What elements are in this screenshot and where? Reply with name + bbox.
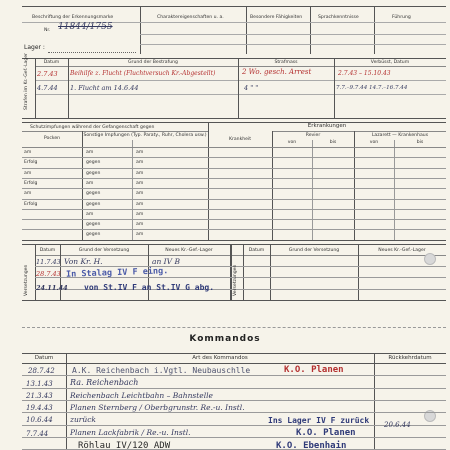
rule [35,58,36,118]
impf-right-label: am [136,211,144,217]
strafe-2-strafmass: 4 " " [244,84,259,92]
vers-1-lager: an IV B [152,257,180,266]
impf-right-label: am [136,170,144,176]
impf-row-rule [22,168,446,169]
rule [374,6,375,54]
rule [68,58,69,118]
lager-label: Lager : [24,44,45,51]
strafen-col-strafmass: Strafmass [274,60,298,65]
kom-5-art: zurück [70,415,96,424]
impf-mid-label: am [86,150,94,155]
impf-mid-label: am [86,180,94,186]
kom-col-datum: Datum [34,355,54,361]
vers-col-grund: Grund der Versetzung [78,248,130,253]
rule [22,131,208,132]
strafe-1-datum: 2.7.43 [37,70,58,78]
kennzeichnung-no: Nr. [44,28,51,33]
vers-col-datum: Datum [39,248,56,253]
impf-row-rule [22,178,446,179]
kom-7-stamp: K.O. Ebenhain [276,441,347,450]
rule [22,58,446,59]
rule [35,66,446,67]
kom-row-rule [22,425,446,426]
rule [22,363,446,364]
impf-right-label: am [136,201,144,207]
vers-3-stamp: von St.IV F an St.IV G abg. [84,283,215,292]
impf-row-rule [22,188,446,189]
rule [35,80,446,81]
rule [140,34,446,35]
kom-5-stamp: Ins Lager IV F zurück [268,416,370,425]
kom-6-datum: 7.7.44 [26,430,49,438]
impf-right-label: am [136,191,144,197]
versetzungen-side-label-2: Versetzungen [233,264,238,296]
kom-5-datum: 10.6.44 [26,416,53,424]
rule [374,353,375,450]
kom-4-art: Planen Sternberg / Oberbgrunstr. Re.-u. Instl. [70,403,245,412]
rule [238,58,239,118]
rule [394,140,395,240]
revier-label: Revier [305,133,321,138]
kom-row-rule [22,375,446,376]
strafe-1-verbuesst: 2.7.43 – 15.10.43 [338,70,391,77]
kom-1-stamp: K.O. Planen [284,365,344,375]
lazarett-von-label: von [369,140,379,145]
strafen-col-datum: Datum [43,60,60,65]
rule [22,300,446,301]
kom-row-rule [22,412,446,413]
rule [22,6,446,7]
rule [22,244,446,245]
charakter-label: Charaktereigenschaften u. a. [157,15,224,20]
vers-2-datum: 28.7.43 [36,270,61,278]
rule [272,131,446,132]
strafen-col-grund: Grund der Bestrafung [128,60,178,65]
kom-row-rule [22,400,446,401]
sprachkenntnisse-label: Sprachkenntnisse [318,15,359,20]
impf-row-rule [22,219,446,220]
kom-3-art: Reichenbach Leichtbahn – Bahnstelle [70,391,213,400]
kennzeichnung-label: Beschriftung der Erkennungsmarke [32,15,114,20]
rule [312,140,313,240]
fuehrung-label: Führung [392,15,411,20]
rule [22,147,446,148]
rule [22,240,446,241]
rule [140,44,446,45]
rule [132,140,133,240]
strafe-1-grund: Beihilfe z. Flucht (Fluchtversuch Kr.-Abgestellt) [70,70,216,77]
revier-bis-label: bis [329,140,337,145]
impf-right-label: am [136,160,144,166]
kom-2-datum: 13.1.43 [26,380,53,388]
vers-1-datum: 11.7.43 [36,258,61,266]
impf-mid-label: gegen [86,222,101,228]
vers-row-rule [35,266,446,267]
rule [230,244,232,300]
impf-mid-label: am [86,211,94,217]
rule [35,94,446,95]
impf-left-label: am [24,170,32,176]
impf-right-label: am [136,180,144,186]
kom-3-datum: 21.3.43 [26,392,53,400]
impf-left-label: Erfolg [24,180,38,186]
impf-mid-label: gegen [86,201,101,207]
punch-hole [424,253,436,265]
vers-3-datum: 24.11.44 [36,284,68,292]
kom-6-rueck: 20.6.44 [384,421,411,429]
impf-mid-label: gegen [86,170,101,176]
kom-1-datum: 28.7.42 [28,367,55,375]
rule [35,255,446,256]
strafen-col-verbuesst: Verbüsst, Datum [370,60,410,65]
impf-row-rule [22,157,446,158]
impf-mid-label: gegen [86,160,101,166]
vers-col-lager-2: Neues Kr.-Gef.-Lager [378,248,426,253]
strafe-1-strafmass: 2 Wo. gesch. Arrest [242,68,312,76]
rule [22,122,446,123]
rule [334,58,335,118]
kom-1-art: A.K. Reichenbach i.Vgtl. Neubauschlle [72,366,251,375]
kom-4-datum: 19.4.43 [26,404,53,412]
vers-1-grund: Von Kr. H. [64,257,103,266]
pocken-label: Pocken [43,136,61,141]
revier-von-label: von [287,140,297,145]
impf-row-rule [22,229,446,230]
kommandos-title: Kommandos [189,334,261,344]
krankheit-label: Krankheit [228,137,252,142]
kom-2-art: Ra. Reichenbach [70,378,139,387]
lazarett-label: Lazarett — Krankenhaus [371,133,429,138]
vers-col-datum-2: Datum [248,248,265,253]
impf-row-rule [22,209,446,210]
impfungen-title: Schutzimpfungen während der Gefangenschaft gegen [30,125,155,130]
impf-mid-label: gegen [86,232,101,238]
kennzeichnung-value: 11844/1755 [58,22,113,32]
kom-6-stamp: K.O. Planen [296,428,356,438]
faehigkeiten-label: Besondere Fähigkeiten [250,15,303,20]
lazarett-bis-label: bis [416,140,424,145]
rule [140,6,141,54]
impf-right-label: am [136,222,144,228]
strafe-2-verbuesst: 7.7.–9.7.44 14.7.–16.7.44 [336,85,408,91]
kom-col-art: Art des Kommandos [192,355,248,361]
impf-right-label: am [136,150,144,155]
impf-row-rule [22,199,446,200]
kom-6-art: Planen Lackfabrik / Re.-u. Instl. [70,428,191,437]
impf-left-label: Erfolg [24,201,38,207]
rule [48,52,136,53]
impf-mid-label: gegen [86,191,101,197]
rule [246,6,247,54]
rule [310,6,311,54]
kom-row-rule [22,388,446,389]
strafen-side-label: Strafen im Kr.-Gef.-Lager [24,52,29,110]
strafe-2-grund: 1. Flucht am 14.6.44 [70,84,139,92]
kom-col-rueck: Rückkehrdatum [388,355,432,361]
sonstige-impfungen-label: Sonstige Impfungen (Typ. Paraty., Ruhr, Cholera usw.) [83,133,207,138]
strafe-2-datum: 4.7.44 [37,84,58,92]
kom-7-art: Röhlau IV/120 ADW [78,441,171,450]
rule [22,327,446,328]
versetzungen-side-label: Versetzungen [24,264,29,296]
rule [22,118,446,119]
vers-2-stamp: In Stalag IV F eing. [65,266,169,280]
rule [66,353,67,450]
vers-col-grund-2: Grund der Versetzung [288,248,340,253]
impf-right-label: am [136,232,144,238]
rule [22,353,446,354]
impf-left-label: am [24,150,32,155]
erkrankungen-title: Erkrankungen [307,123,347,129]
impf-left-label: am [24,191,32,197]
vers-col-lager: Neues Kr.-Gef.-Lager [165,248,213,253]
impf-left-label: Erfolg [24,160,38,166]
